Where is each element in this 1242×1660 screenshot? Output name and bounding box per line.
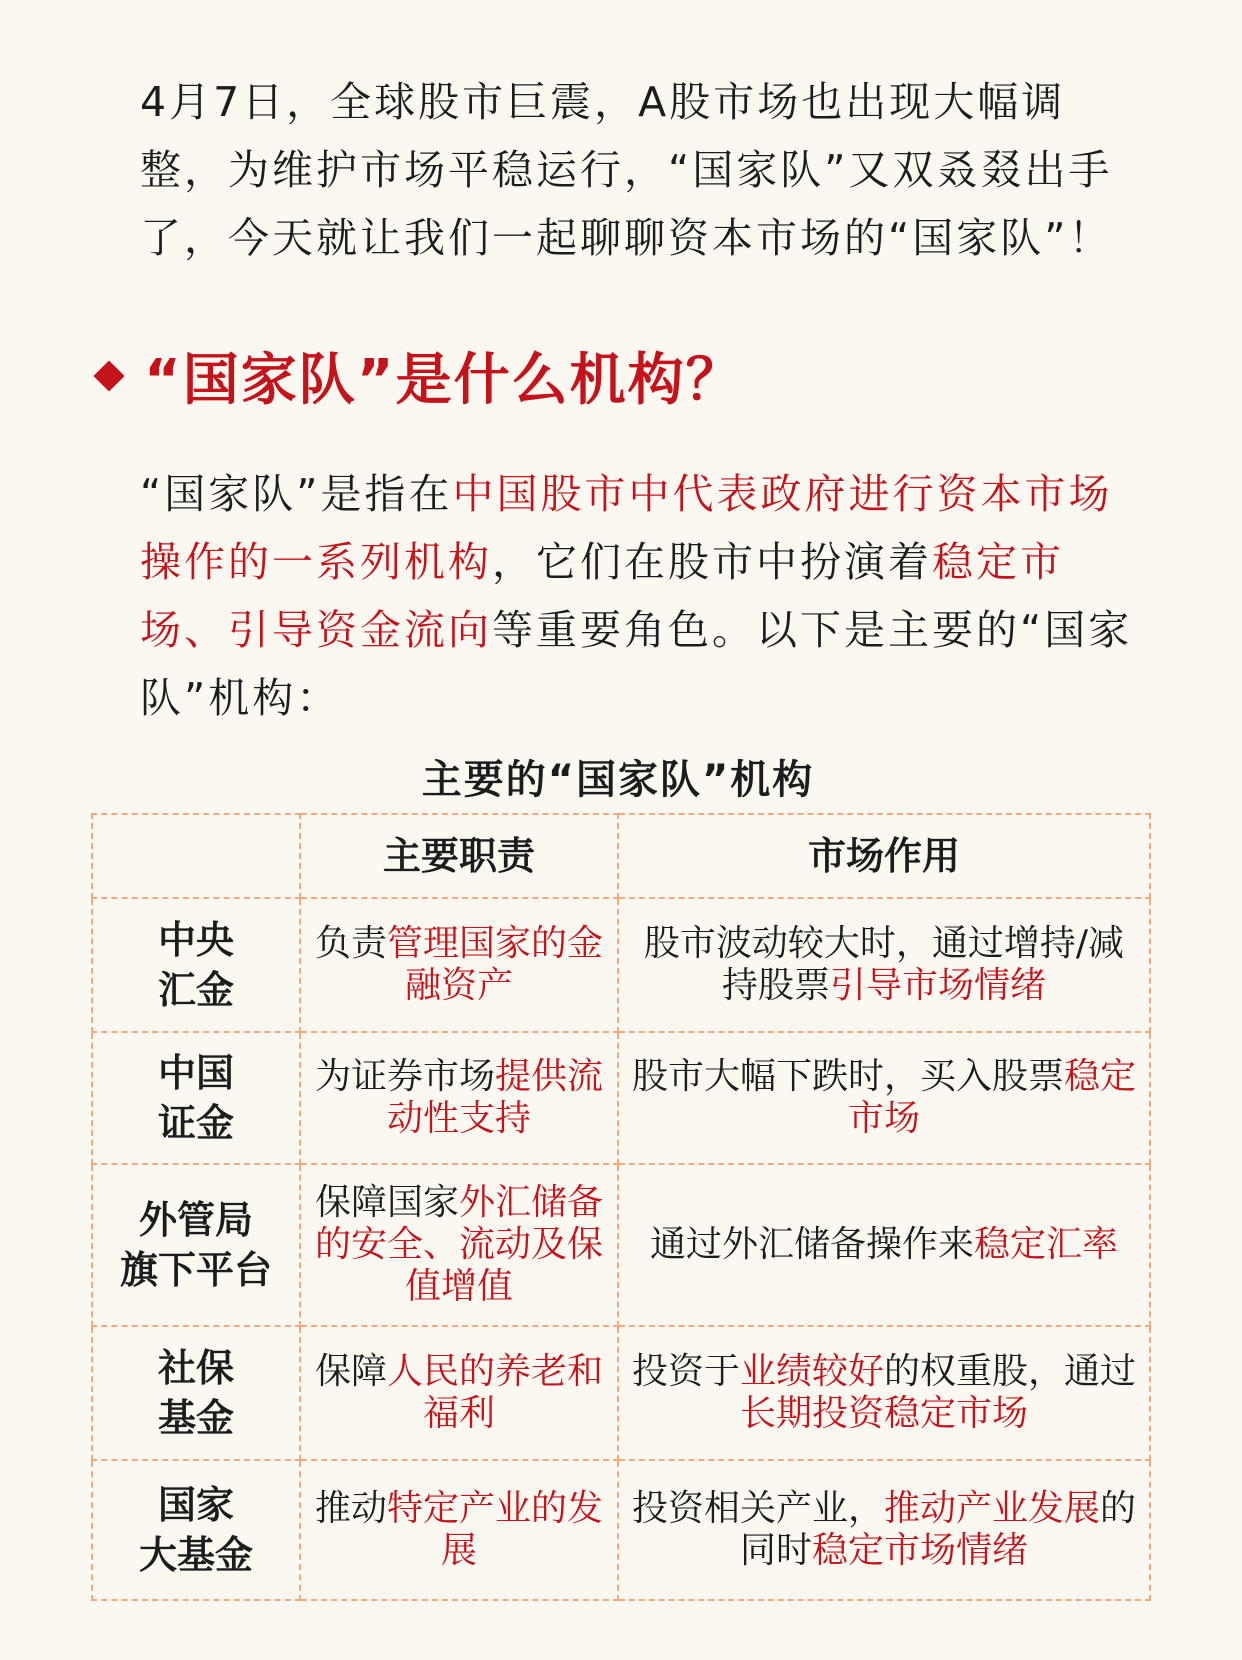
institution-name-cell xyxy=(92,1326,300,1460)
effect-highlight: 稳定市场情绪 xyxy=(812,1530,1029,1571)
effect-segment: 股市波动较大时，通过增持/减持股票 xyxy=(643,923,1125,1006)
institution-name-line: 国家 xyxy=(157,1483,234,1527)
section-heading xyxy=(88,336,1138,416)
header-cell-effect: 市场作用 xyxy=(618,814,1150,898)
duty-cell xyxy=(300,898,618,1032)
effect-segment: 通过外汇储备操作来 xyxy=(649,1224,974,1265)
table-row xyxy=(92,1164,1150,1326)
effect-segment: 的权重股，通过 xyxy=(884,1351,1137,1392)
effect-segment: 投资相关产业， xyxy=(631,1488,884,1529)
effect-text xyxy=(629,923,1139,1007)
effect-text xyxy=(629,1488,1139,1572)
duty-cell xyxy=(300,1164,618,1326)
effect-cell xyxy=(618,898,1150,1032)
effect-highlight: 稳定汇率 xyxy=(974,1224,1119,1265)
duty-text xyxy=(311,1182,607,1308)
institution-name-line: 汇金 xyxy=(157,968,234,1012)
duty-highlight: 外汇储备的安全、流动及保值增值 xyxy=(314,1182,604,1307)
institution-name-cell xyxy=(92,1460,300,1600)
institution-name-line: 中央 xyxy=(157,918,234,962)
duty-text xyxy=(311,1488,607,1572)
institution-name-line: 中国 xyxy=(157,1051,234,1095)
description-text: ，它们在股市中扮演着 xyxy=(492,538,932,586)
duty-segment: 为证券市场 xyxy=(314,1056,495,1097)
duty-cell xyxy=(300,1460,618,1600)
duty-text xyxy=(311,1056,607,1140)
duty-highlight: 人民的养老和福利 xyxy=(387,1351,604,1434)
table-header-row xyxy=(92,814,1150,898)
institution-name-cell xyxy=(92,898,300,1032)
effect-highlight: 引导市场情绪 xyxy=(830,965,1047,1006)
table-row xyxy=(92,1326,1150,1460)
institution-name-line: 大基金 xyxy=(138,1533,253,1577)
effect-text xyxy=(650,1224,1118,1266)
description-highlight: 稳定市场、引导资金流向 xyxy=(140,538,1064,654)
header-cell-empty xyxy=(92,814,300,898)
institution-name-line: 证金 xyxy=(157,1101,234,1145)
effect-cell xyxy=(618,1032,1150,1164)
duty-segment: 保障 xyxy=(314,1351,387,1392)
institution-name-line: 社保 xyxy=(157,1346,234,1390)
intro-paragraph: 4月7日，全球股市巨震，A股市场也出现大幅调整，为维护市场平稳运行，“国家队”又双叒叕出手了，今天就让我们一起聊聊资本市场的“国家队”！ xyxy=(140,78,1113,262)
description-paragraph xyxy=(140,460,1150,732)
effect-cell xyxy=(618,1460,1150,1600)
institutions-table xyxy=(91,813,1151,1601)
header-cell-duty: 主要职责 xyxy=(300,814,618,898)
table-row xyxy=(92,1032,1150,1164)
duty-segment: 保障国家 xyxy=(314,1182,459,1223)
effect-text xyxy=(629,1056,1139,1140)
effect-text xyxy=(629,1351,1139,1435)
effect-highlight: 稳定市场 xyxy=(847,1056,1137,1139)
effect-highlight: 推动产业发展 xyxy=(883,1488,1100,1529)
effect-highlight: 业绩较好 xyxy=(739,1351,884,1392)
duty-highlight: 管理国家的金融资产 xyxy=(387,923,604,1006)
institution-name-line: 外管局 xyxy=(138,1198,253,1242)
effect-cell xyxy=(618,1326,1150,1460)
duty-highlight: 特定产业的发展 xyxy=(387,1488,604,1571)
effect-segment: 投资于 xyxy=(631,1351,740,1392)
table-row xyxy=(92,1460,1150,1600)
duty-highlight: 提供流动性支持 xyxy=(386,1056,604,1139)
description-text: 等重要角色。以下是主要的“国家队”机构： xyxy=(140,606,1133,722)
institution-name-line: 基金 xyxy=(157,1396,234,1440)
institution-name-cell xyxy=(92,1164,300,1326)
diamond-bullet-icon xyxy=(93,360,124,391)
effect-cell xyxy=(618,1164,1150,1326)
table-title: 主要的“国家队”机构 xyxy=(421,757,815,803)
duty-text xyxy=(311,1351,607,1435)
section-heading-text: “国家队”是什么机构？ xyxy=(144,348,744,413)
effect-segment: 的同时 xyxy=(739,1488,1137,1571)
duty-text xyxy=(311,923,607,1007)
duty-segment: 负责 xyxy=(314,923,387,964)
duty-segment: 推动 xyxy=(314,1488,387,1529)
effect-segment: 股市大幅下跌时，买入股票 xyxy=(631,1056,1064,1097)
description-highlight: 中国股市中代表政府进行资本市场操作的一系列机构 xyxy=(140,470,1113,586)
institution-name-line: 旗下平台 xyxy=(119,1248,272,1292)
effect-highlight: 长期投资稳定市场 xyxy=(739,1393,1028,1434)
table-row xyxy=(92,898,1150,1032)
institution-name-cell xyxy=(92,1032,300,1164)
duty-cell xyxy=(300,1326,618,1460)
description-text: “国家队”是指在 xyxy=(140,470,453,518)
duty-cell xyxy=(300,1032,618,1164)
